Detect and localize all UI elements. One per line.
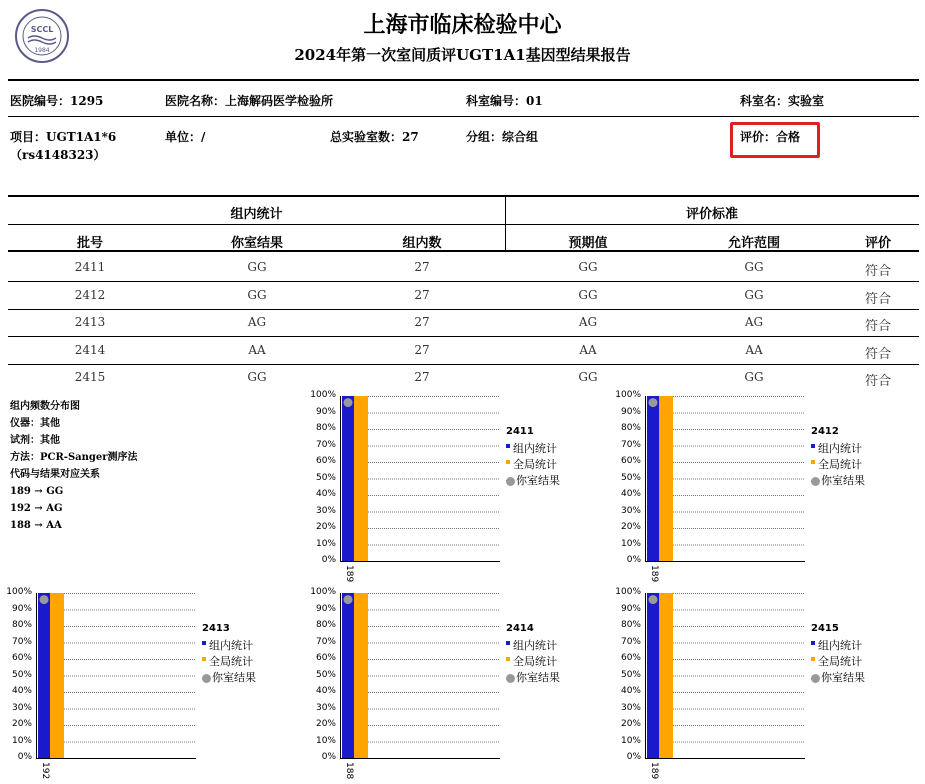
item-name: 项目：UGT1A1*6（rs4148323）: [10, 130, 117, 162]
y-tick-label: 60%: [315, 653, 336, 663]
group: 分组：综合组: [466, 130, 539, 144]
table-cell-col-allowed-range: AG: [744, 315, 764, 329]
table-cell-col-expected: AG: [578, 315, 598, 329]
legend-group-stat-label: 组内统计: [209, 639, 253, 652]
legend-your-result: [811, 472, 865, 488]
legend-group-stat: [811, 637, 862, 653]
dept-code: 科室编号：01: [466, 94, 543, 108]
bar-group-stat: [342, 396, 354, 561]
y-tick-label: 20%: [620, 522, 641, 532]
y-tick-label: 10%: [620, 735, 641, 746]
freq-info-line: 189 → GG: [10, 486, 64, 497]
legend-group-stat-label: 组内统计: [818, 639, 862, 652]
x-category-label: 189: [649, 565, 659, 583]
y-tick-label: 70%: [315, 636, 336, 647]
legend-your-result-label: 你室结果: [821, 474, 865, 487]
legend-your-result: [506, 669, 560, 685]
freq-info: [10, 398, 138, 534]
your-result-point: [344, 398, 353, 407]
table-cell-col-evaluation: 符合: [864, 319, 891, 334]
legend-global-stat-marker: [506, 460, 510, 464]
chart-title: 2415: [811, 623, 839, 634]
legend-global-stat-label: 全局统计: [513, 655, 557, 668]
svg-text:1984: 1984: [34, 47, 50, 54]
y-tick-label: 60%: [620, 653, 641, 663]
y-tick-label: 90%: [315, 406, 336, 417]
legend-global-stat-marker: [811, 657, 815, 661]
legend-group-stat-label: 组内统计: [513, 639, 557, 652]
legend-global-stat: [506, 456, 557, 472]
legend-global-stat-marker: [506, 657, 510, 661]
y-tick-label: 30%: [315, 505, 336, 516]
freq-info-line: 代码与结果对应关系: [10, 469, 100, 480]
legend-your-result: [811, 669, 865, 685]
freq-info-line: 192 → AG: [10, 503, 63, 514]
y-tick-label: 100%: [310, 390, 336, 400]
freq-chart-2414: [340, 593, 500, 760]
bar-global-stat: [659, 593, 673, 758]
table-cell-col-your-result: GG: [247, 260, 267, 274]
legend-group-stat: [202, 637, 253, 653]
chart-title: 2413: [202, 623, 230, 634]
bar-group-stat: [342, 593, 354, 758]
bar-global-stat: [354, 396, 368, 561]
freq-chart-2413: [36, 593, 196, 760]
col-evaluation-header: 评价: [864, 236, 891, 251]
freq-info-line: 仪器：其他: [10, 418, 60, 429]
legend-group-stat-marker: [811, 641, 815, 645]
legend-group-stat-label: 组内统计: [513, 442, 557, 455]
legend-group-stat-marker: [202, 641, 206, 645]
y-tick-label: 40%: [620, 489, 641, 499]
table-cell-col-allowed-range: AA: [745, 342, 763, 357]
freq-info-line: 试剂：其他: [10, 435, 60, 446]
table-cell-col-your-result: GG: [247, 370, 267, 384]
y-tick-label: 100%: [615, 390, 641, 400]
col-your-result-header: 你室结果: [230, 236, 283, 251]
y-tick-label: 80%: [620, 620, 641, 630]
y-tick-label: 0%: [321, 555, 336, 565]
y-tick-label: 30%: [620, 702, 641, 713]
freq-chart-2415: [645, 593, 805, 760]
legend-global-stat-label: 全局统计: [818, 655, 862, 668]
total-labs: 总实验室数：27: [330, 130, 419, 144]
legend-your-result-marker: [811, 674, 820, 683]
unit: 单位：/: [165, 130, 206, 144]
y-tick-label: 10%: [11, 735, 32, 746]
freq-chart-2411: [340, 396, 500, 563]
y-tick-label: 20%: [315, 522, 336, 532]
table-cell-col-allowed-range: GG: [744, 287, 764, 302]
table-cell-col-evaluation: 符合: [864, 374, 891, 389]
legend-your-result-marker: [811, 477, 820, 486]
table-cell-col-group-count: 27: [414, 315, 430, 329]
bar-global-stat: [354, 593, 368, 758]
y-tick-label: 20%: [315, 719, 336, 729]
your-result-point: [40, 595, 49, 604]
y-tick-label: 40%: [11, 686, 32, 696]
y-tick-label: 90%: [315, 603, 336, 614]
your-result-point: [344, 595, 353, 604]
evaluation-highlight: [730, 122, 820, 158]
y-tick-label: 90%: [620, 603, 641, 614]
evaluation: 评价：合格: [740, 130, 801, 144]
y-tick-label: 50%: [620, 472, 641, 483]
your-result-point: [649, 595, 658, 604]
bar-group-stat: [38, 593, 50, 758]
legend-your-result-marker: [506, 477, 515, 486]
y-tick-label: 40%: [315, 489, 336, 499]
x-category-label: 188: [344, 762, 354, 780]
legend-global-stat-label: 全局统计: [513, 458, 557, 471]
legend-global-stat: [202, 653, 253, 669]
chart-title: 2414: [506, 623, 534, 634]
table-cell-col-group-count: 27: [414, 370, 430, 384]
legend-global-stat: [506, 653, 557, 669]
table-cell-col-batch: 2411: [74, 260, 106, 274]
bar-global-stat: [659, 396, 673, 561]
y-tick-label: 30%: [11, 702, 32, 713]
legend-your-result-label: 你室结果: [516, 474, 560, 487]
legend-global-stat-marker: [202, 657, 206, 661]
table-cell-col-batch: 2412: [74, 287, 106, 302]
legend-your-result-label: 你室结果: [212, 671, 256, 684]
freq-chart-2412: [645, 396, 805, 563]
y-tick-label: 30%: [620, 505, 641, 516]
table-cell-col-group-count: 27: [414, 260, 430, 274]
chart-title: 2411: [506, 426, 534, 437]
legend-your-result: [202, 669, 256, 685]
svg-text:SCCL: SCCL: [30, 25, 54, 34]
freq-info-line: 方法：PCR-Sanger测序法: [10, 452, 138, 463]
x-category-label: 192: [40, 762, 50, 780]
legend-global-stat-label: 全局统计: [209, 655, 253, 668]
y-tick-label: 30%: [315, 702, 336, 713]
table-cell-col-your-result: AA: [248, 342, 266, 357]
y-tick-label: 60%: [11, 653, 32, 663]
freq-info-line: 188 → AA: [10, 520, 62, 531]
legend-group-stat: [811, 440, 862, 456]
y-tick-label: 80%: [315, 620, 336, 630]
table-cell-col-expected: GG: [578, 370, 598, 384]
legend-your-result-label: 你室结果: [821, 671, 865, 684]
y-tick-label: 50%: [620, 669, 641, 680]
group-stat-header: 组内统计: [230, 207, 283, 222]
y-tick-label: 40%: [620, 686, 641, 696]
legend-your-result: [506, 472, 560, 488]
y-tick-label: 90%: [620, 406, 641, 417]
legend-global-stat-marker: [811, 460, 815, 464]
col-batch-header: 批号: [76, 236, 103, 251]
y-tick-label: 10%: [315, 538, 336, 549]
col-expected-header: 预期值: [568, 236, 608, 251]
table-cell-col-batch: 2415: [74, 370, 106, 384]
y-tick-label: 70%: [315, 439, 336, 450]
dept-name: 科室名：实验室: [740, 94, 825, 108]
y-tick-label: 10%: [620, 538, 641, 549]
table-row-divider: [8, 281, 919, 282]
x-category-label: 189: [649, 762, 659, 780]
col-allowed-range-header: 允许范围: [727, 236, 780, 251]
y-tick-label: 50%: [315, 669, 336, 680]
table-cell-col-evaluation: 符合: [864, 264, 891, 279]
table-cell-col-batch: 2413: [74, 315, 106, 329]
y-tick-label: 0%: [626, 555, 641, 565]
col-group-count-header: 组内数: [402, 236, 442, 251]
table-cell-col-group-count: 27: [414, 287, 430, 302]
legend-group-stat: [506, 440, 557, 456]
legend-group-stat-label: 组内统计: [818, 442, 862, 455]
y-tick-label: 20%: [620, 719, 641, 729]
table-cell-col-expected: GG: [578, 287, 598, 302]
table-cell-col-allowed-range: GG: [744, 370, 764, 384]
y-tick-label: 70%: [620, 636, 641, 647]
table-cell-col-batch: 2414: [74, 342, 106, 357]
y-tick-label: 40%: [315, 686, 336, 696]
table-cell-col-evaluation: 符合: [864, 291, 891, 307]
y-tick-label: 60%: [620, 456, 641, 466]
your-result-point: [649, 398, 658, 407]
table-cell-col-your-result: GG: [247, 287, 267, 302]
legend-your-result-marker: [506, 674, 515, 683]
y-tick-label: 0%: [17, 752, 32, 762]
y-tick-label: 0%: [321, 752, 336, 762]
bar-global-stat: [50, 593, 64, 758]
table-row-divider: [8, 309, 919, 310]
y-tick-label: 10%: [315, 735, 336, 746]
y-tick-label: 0%: [626, 752, 641, 762]
table-cell-col-expected: AA: [579, 342, 597, 357]
y-tick-label: 50%: [11, 669, 32, 680]
legend-group-stat-marker: [506, 444, 510, 448]
table-cell-col-expected: GG: [578, 260, 598, 274]
freq-info-line: 组内频数分布图: [10, 401, 80, 412]
y-tick-label: 80%: [315, 423, 336, 433]
bar-group-stat: [647, 396, 659, 561]
y-tick-label: 70%: [11, 636, 32, 647]
hospital-code: 医院编号：1295: [10, 94, 104, 108]
y-tick-label: 100%: [615, 587, 641, 597]
y-tick-label: 100%: [6, 587, 32, 597]
legend-group-stat-marker: [506, 641, 510, 645]
report-title: 2024年第一次室间质评UGT1A1基因型结果报告: [294, 46, 631, 64]
table-row-divider: [8, 336, 919, 337]
eval-standard-header: 评价标准: [685, 207, 738, 222]
y-tick-label: 20%: [11, 719, 32, 729]
legend-global-stat: [811, 653, 862, 669]
legend-global-stat: [811, 456, 862, 472]
legend-group-stat: [506, 637, 557, 653]
table-cell-col-your-result: AG: [247, 315, 267, 329]
chart-title: 2412: [811, 426, 839, 437]
table-cell-col-allowed-range: GG: [744, 260, 764, 274]
center-name: 上海市临床检验中心: [363, 12, 562, 38]
table-cell-col-group-count: 27: [414, 342, 430, 357]
bar-group-stat: [647, 593, 659, 758]
legend-group-stat-marker: [811, 444, 815, 448]
y-tick-label: 80%: [11, 620, 32, 630]
y-tick-label: 50%: [315, 472, 336, 483]
table-row-divider: [8, 364, 919, 365]
y-tick-label: 70%: [620, 439, 641, 450]
legend-your-result-marker: [202, 674, 211, 683]
legend-your-result-label: 你室结果: [516, 671, 560, 684]
x-category-label: 189: [344, 565, 354, 583]
table-cell-col-evaluation: 符合: [864, 346, 891, 362]
y-tick-label: 60%: [315, 456, 336, 466]
y-tick-label: 100%: [310, 587, 336, 597]
legend-global-stat-label: 全局统计: [818, 458, 862, 471]
y-tick-label: 90%: [11, 603, 32, 614]
y-tick-label: 80%: [620, 423, 641, 433]
hospital-name: 医院名称：上海解码医学检验所: [165, 94, 334, 108]
